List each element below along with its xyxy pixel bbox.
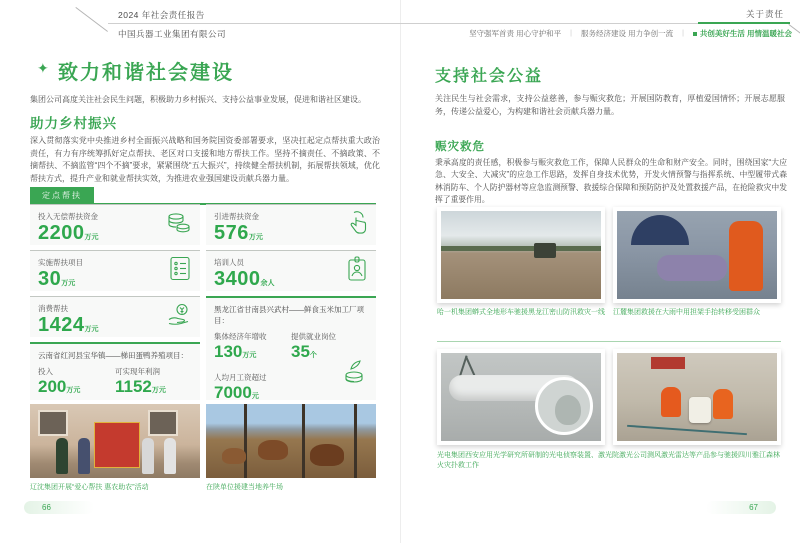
stat-label: 实施帮扶项目 — [38, 258, 83, 267]
person-silhouette — [56, 438, 68, 474]
person-silhouette — [78, 438, 90, 474]
section-separator-line — [437, 341, 781, 342]
fence-pole — [244, 404, 247, 478]
fence-pole — [354, 404, 357, 478]
photo-caption: 江麓集团救援在大雨中用担架手抬转移受困群众 — [613, 309, 760, 316]
photo-block — [206, 404, 376, 493]
worker-silhouette — [713, 389, 733, 419]
photo-frame — [613, 207, 781, 303]
metric-value: 130万元 — [214, 342, 257, 361]
photo-frame — [437, 349, 605, 445]
hand-coin-icon — [166, 302, 192, 333]
stat-value: 2200万元 — [38, 222, 99, 244]
cow-shape — [222, 448, 246, 464]
cow-shape — [310, 444, 344, 466]
tab-separator: | — [570, 30, 572, 37]
right-page-title: 支持社会公益 — [435, 68, 544, 85]
stats-grid — [30, 204, 376, 400]
treeline-shape — [441, 246, 601, 251]
stats-column-left — [30, 204, 200, 400]
tab-label: 共创美好生活 用情温暖社会 — [699, 29, 792, 38]
umbrella-shape — [631, 215, 689, 245]
project-metrics — [38, 366, 192, 401]
photo-stretcher-rescue — [617, 211, 777, 299]
metric-value: 1152万元 — [115, 377, 166, 396]
stretcher-shape — [657, 255, 727, 281]
tab-military-duty[interactable]: 坚守强军首责 用心守护和平 — [469, 29, 562, 38]
project-title: 黑龙江省甘南县兴武村——鲜食玉米加工厂项目： — [214, 305, 364, 325]
project-title: 云南省红河县宝华镇——梯田蛋鸭养殖项目： — [38, 351, 188, 360]
person-silhouette — [164, 438, 176, 474]
stat-trained-people — [206, 250, 376, 291]
right-intro-text: 关注民生与社会需求，支持公益慈善，参与赈灾救危；开展国防教育，厚植爱国情怀；开展志愿服务，传递公益爱心，为构建和谐社会贡献兵器力量。 — [435, 94, 785, 116]
tab-separator: | — [682, 30, 684, 37]
photo-flood-rescue-vehicle — [441, 211, 601, 299]
project-heilongjiang-corn — [206, 296, 376, 400]
stat-value: 3400余人 — [214, 268, 275, 290]
header-rule — [108, 23, 698, 24]
stat-consumption-aid — [30, 296, 200, 337]
metric-value: 200万元 — [38, 377, 81, 396]
worker-silhouette — [661, 387, 681, 417]
window-shape — [148, 410, 178, 436]
tab-economic-service[interactable]: 服务经济建设 用力争创一流 — [580, 29, 674, 38]
left-page-title: 致力和谐社会建设 — [58, 62, 234, 84]
left-photo-row — [30, 404, 376, 493]
metric-value: 35个 — [291, 342, 317, 361]
photo-cattle-farm — [206, 404, 376, 478]
camera-turret-shape — [555, 395, 581, 425]
photo-caption: 辽沈集团开展“爱心帮扶 惠农助农”活动 — [30, 484, 149, 491]
id-badge-icon — [346, 255, 368, 287]
project-metric — [38, 366, 115, 401]
stat-value: 30万元 — [38, 268, 76, 290]
wheat-coins-icon — [340, 359, 368, 390]
metric-value: 7000元 — [214, 383, 259, 402]
person-silhouette — [142, 438, 154, 474]
metric-label: 投入 — [38, 367, 53, 376]
photo-block — [613, 207, 781, 318]
page-number-right: 67 — [706, 501, 776, 514]
hand-click-icon — [344, 210, 368, 241]
metric-label: 人均月工资超过 — [214, 373, 267, 382]
stat-label: 投入无偿帮扶资金 — [38, 212, 98, 221]
active-tab-bullet-icon — [693, 32, 697, 36]
tab-better-life-active[interactable] — [693, 28, 792, 39]
checklist-icon — [168, 256, 192, 287]
photo-banner-donation — [30, 404, 200, 478]
project-yunnan-duck — [30, 342, 200, 400]
stat-free-aid-funds — [30, 204, 200, 245]
stat-label: 培训人员 — [214, 258, 244, 267]
right-photo-row-2 — [437, 349, 781, 445]
photo-frame — [613, 349, 781, 445]
sparkle-icon: ✦ — [37, 60, 49, 76]
page-divider — [400, 0, 401, 543]
photo-lidar-rooftop — [617, 353, 777, 441]
fence-pole — [302, 404, 305, 478]
chapter-label: 关于责任 — [745, 9, 784, 19]
right-photo-row-1 — [437, 207, 781, 318]
stats-column-right — [206, 204, 376, 400]
stat-label: 引进帮扶资金 — [214, 212, 259, 221]
rescuer-silhouette — [729, 221, 763, 291]
project-metric — [115, 366, 192, 401]
chapter-tabs — [430, 28, 792, 39]
page-number-left: 66 — [24, 501, 94, 514]
window-shape — [38, 410, 68, 436]
tag-dingdian-bangfu: 定点帮扶 — [30, 187, 94, 203]
vehicle-shape — [534, 243, 556, 258]
stat-value: 576万元 — [214, 222, 263, 244]
photo-caption: 在陕单位援建当地养牛场 — [206, 484, 283, 491]
shared-photo-caption: 光电集团西安应用光学研究所研制的光电侦察装置、激光院激光公司测风激光雷达等产品参与驰援四川雅江森林火灾扑救工作 — [437, 452, 780, 469]
cow-shape — [258, 440, 288, 460]
metric-label: 集体经济年增收 — [214, 332, 267, 341]
header-rule-active-segment — [698, 22, 790, 24]
photo-recon-drone — [441, 353, 601, 441]
right-section-heading: 赈灾救危 — [435, 141, 485, 153]
metric-label: 可实现年利润 — [115, 367, 160, 376]
left-section-body: 深入贯彻落实党中央推进乡村全面振兴战略和国务院国资委部署要求，坚决扛起定点帮扶重大政治责任，有力有序统筹抓好定点帮扶、老区对口支援和地方帮扶工作。坚持不摘责任、不摘政策、不摘帮扶、不摘监管“四个不摘”要求，紧紧围绕“五大振兴”，持续健全帮扶机制，拓展帮扶领域，优化帮扶方式，提升产业和就业帮扶实效，为推进农业强国建设贡献兵器力量。 — [30, 136, 380, 183]
report-title: 2024 年社会责任报告 — [118, 10, 205, 20]
project-metric — [214, 331, 291, 366]
cable-shape — [627, 425, 747, 435]
stat-value: 1424万元 — [38, 314, 99, 336]
metric-label: 提供就业岗位 — [291, 332, 336, 341]
right-section-body: 秉承高度的责任感，积极参与赈灾救危工作，保障人民群众的生命和财产安全。同时，围绕国家“大应急、大安全、大减灾”的应急工作思路，发挥自身技术优势，开发火情预警与指挥系统、中型履带式森林消防车、个人防护器材等应急监测预警、救援综合保障和预防防护及处置救援产品，在抢险救灾中发挥了重要作用。 — [435, 158, 787, 204]
left-intro-text: 集团公司高度关注社会民生问题，积极助力乡村振兴、支持公益事业发展，促进和谐社区建设。 — [30, 95, 366, 104]
coins-stack-icon — [166, 211, 192, 240]
photo-block — [30, 404, 200, 493]
photo-frame — [437, 207, 605, 303]
red-sign-shape — [651, 357, 685, 369]
stat-label: 消费帮扶 — [38, 304, 68, 313]
company-name: 中国兵器工业集团有限公司 — [118, 29, 227, 39]
stat-aid-projects — [30, 250, 200, 291]
stat-introduced-funds — [206, 204, 376, 245]
left-section-heading: 助力乡村振兴 — [30, 116, 117, 131]
corner-diagonal-left — [75, 7, 108, 32]
red-banner-shape — [94, 422, 140, 468]
tag-rule — [30, 186, 376, 205]
lidar-device-shape — [689, 397, 711, 423]
photo-caption: 哈一机集团蟒式全地形车驰援黑龙江密山防汛救灾一线 — [437, 309, 605, 316]
photo-block — [437, 207, 605, 318]
